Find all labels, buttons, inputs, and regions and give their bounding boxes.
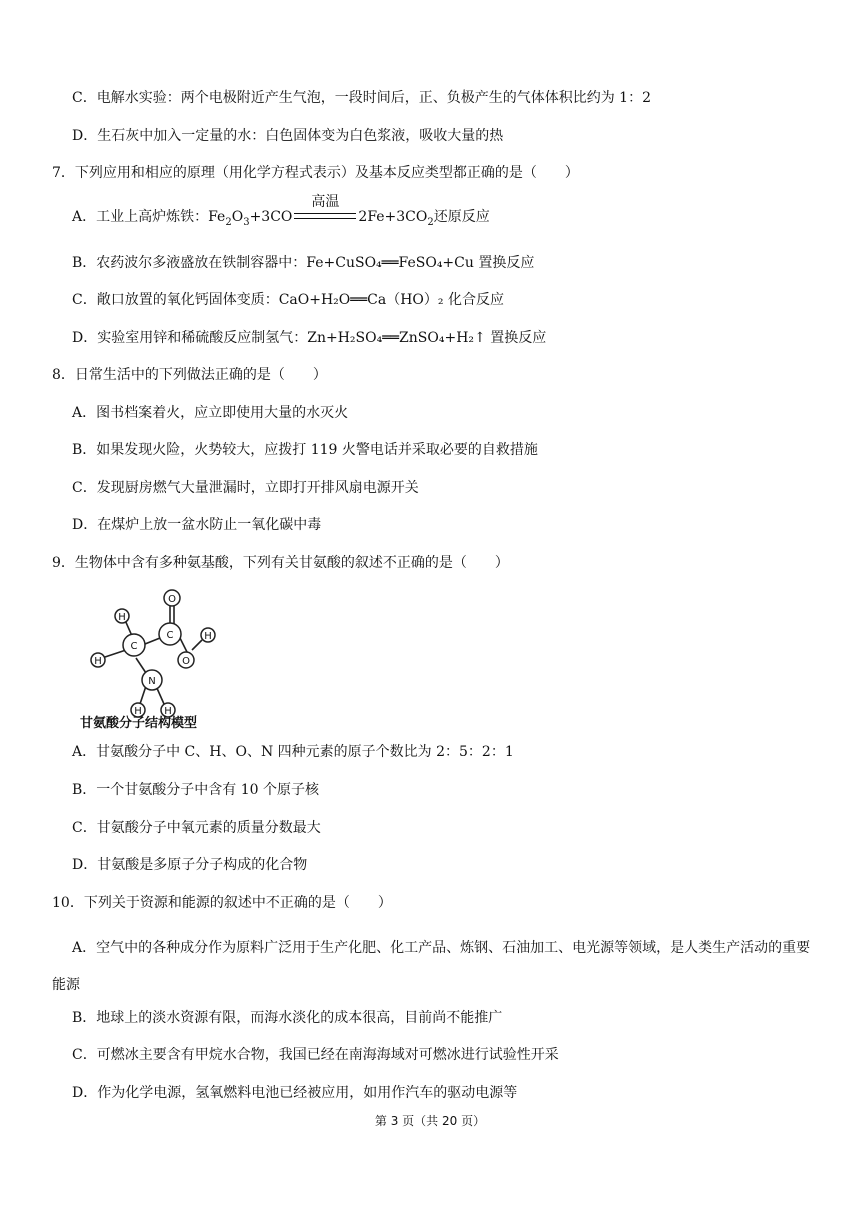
q7-option-b: B．农药波尔多液盛放在铁制容器中：Fe+CuSO₄══FeSO₄+Cu 置换反应 <box>72 255 535 271</box>
q7-option-c: C．敞口放置的氧化钙固体变质：CaO+H₂O══Ca（HO）₂ 化合反应 <box>72 292 504 308</box>
atom-label: O <box>182 656 190 667</box>
atom-label: H <box>118 612 126 623</box>
q10-option-a: A．空气中的各种成分作为原料广泛用于生产化肥、化工产品、炼钢、石油加工、电光源等领域，是人类生产活动的重要能源 <box>52 940 811 993</box>
atom-label: C <box>130 641 138 652</box>
q8-option-c: C．发现厨房燃气大量泄漏时，立即打开排风扇电源开关 <box>72 480 419 496</box>
q10-option-b: B．地球上的淡水资源有限，而海水淡化的成本很高，目前尚不能推广 <box>72 1010 503 1026</box>
q9-option-a: A．甘氨酸分子中 C、H、O、N 四种元素的原子个数比为 2：5：2：1 <box>72 744 514 760</box>
atom-label: H <box>164 706 172 717</box>
condition-label: 高温 <box>311 194 340 210</box>
q8-option-d: D．在煤炉上放一盆水防止一氧化碳中毒 <box>72 517 322 533</box>
page-footer: 第 3 页（共 20 页） <box>374 1114 486 1128</box>
q8-stem: 8．日常生活中的下列做法正确的是（ ） <box>52 367 327 383</box>
q7-option-a: A．工业上高炉炼铁：$Fe_2O_3+3CO$ 高温 $2Fe+3CO_2$还原反应 <box>72 194 490 228</box>
q9-option-c: C．甘氨酸分子中氧元素的质量分数最大 <box>72 820 321 836</box>
q7-stem: 7．下列应用和相应的原理（用化学方程式表示）及基本反应类型都正确的是（ ） <box>52 165 579 181</box>
glycine-structure-diagram <box>80 588 240 730</box>
q7-option-a-products: 2Fe+3CO <box>358 209 428 225</box>
atom-label: H <box>134 706 142 717</box>
q7-option-d: D．实验室用锌和稀硫酸反应制氢气：Zn+H₂SO₄══ZnSO₄+H₂↑ 置换反应 <box>72 330 547 346</box>
atom-label: C <box>166 630 174 641</box>
q6-option-c: C．电解水实验：两个电极附近产生气泡，一段时间后，正、负极产生的气体体积比约为 1：2 <box>72 90 651 106</box>
q8-option-a: A．图书档案着火，应立即使用大量的水灭火 <box>72 405 349 421</box>
atom-label: O <box>168 594 176 605</box>
q10-option-c: C．可燃冰主要含有甲烷水合物，我国已经在南海海域对可燃冰进行试验性开采 <box>72 1047 559 1063</box>
atom-label: H <box>204 631 212 642</box>
atom-label: H <box>94 656 102 667</box>
q9-stem: 9．生物体中含有多种氨基酸，下列有关甘氨酸的叙述不正确的是（ ） <box>52 555 509 571</box>
reaction-condition <box>294 194 356 227</box>
q7-option-a-type: 还原反应 <box>433 209 490 225</box>
figure-caption: 甘氨酸分子结构模型 <box>80 716 198 730</box>
q7-option-a-prefix: A．工业上高炉炼铁：Fe <box>72 209 226 225</box>
q9-option-d: D．甘氨酸是多原子分子构成的化合物 <box>72 857 308 873</box>
q10-stem: 10．下列关于资源和能源的叙述中不正确的是（ ） <box>52 895 392 911</box>
q9-option-b: B．一个甘氨酸分子中含有 10 个原子核 <box>72 782 320 798</box>
q8-option-b: B．如果发现火险，火势较大，应拨打 119 火警电话并采取必要的自救措施 <box>72 442 538 458</box>
q10-option-d: D．作为化学电源，氢氧燃料电池已经被应用，如用作汽车的驱动电源等 <box>72 1085 518 1101</box>
q6-option-d: D．生石灰中加入一定量的水：白色固体变为白色浆液，吸收大量的热 <box>72 128 504 144</box>
atom-label: N <box>148 676 156 687</box>
